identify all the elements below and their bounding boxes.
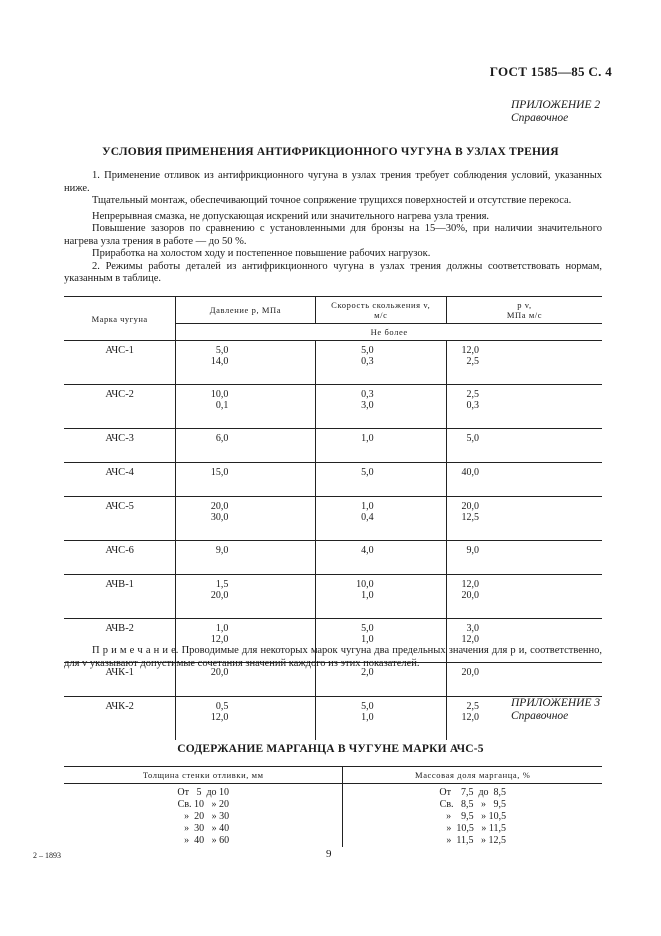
grade-cell: АЧС-6 [64,541,176,575]
thickness-cell [64,784,343,848]
cell-value: 5,0 [215,345,229,356]
table-cell [315,385,446,429]
table-cell [446,429,602,463]
table-cell [446,541,602,575]
table-cell [315,697,446,741]
table-cell [446,497,602,541]
table-cell [315,497,446,541]
cell-value: 12,0 [461,634,479,645]
cell-value: 1,0 [361,712,374,723]
appendix-3-heading [511,697,600,723]
cell-value: 0,1 [215,400,229,411]
table-cell [315,429,446,463]
paragraph: Повышение зазоров по сравнению с установленными для бронзы на 15—30%, при наличии значительного нагрева узла трения в работе — до 50 %. [64,223,602,247]
page-number: 9 [326,848,332,860]
table-cell [315,541,446,575]
cell-value: 0,3 [361,389,374,400]
cell-value: 1,0 [361,590,374,601]
cell-value: 3,0 [361,400,374,411]
manganese-cell [343,784,602,848]
note-label: П р и м е ч а н и е. [92,645,179,656]
table-cell [446,385,602,429]
table-row [64,341,602,385]
table-cell [446,341,602,385]
cell-value: 1,0 [361,634,374,645]
cell-value: 5,0 [361,623,374,634]
table-cell [315,341,446,385]
cell-value: 5,0 [361,467,374,478]
cell-value: 2,5 [466,389,479,400]
cell-value: 40,0 [461,467,479,478]
table-row [64,429,602,463]
cell-value: 0,3 [466,400,479,411]
manganese-range: Св. 8,5 » 9,5 [439,799,507,810]
cell-value: 20,0 [461,501,479,512]
table-cell [315,575,446,619]
table-cell [315,463,446,497]
appendix-type: Справочное [511,112,569,124]
cell-value: 9,0 [466,545,479,556]
column-header-speed [315,297,446,324]
grade-cell: АЧК-2 [64,697,176,741]
cell-value: 2,0 [361,667,374,678]
grade-cell: АЧВ-1 [64,575,176,619]
pv-header-unit: МПа м/с [506,310,543,320]
cell-value: 20,0 [461,667,479,678]
appendix-label: ПРИЛОЖЕНИЕ 3 [511,697,601,709]
paragraph: 2. Режимы работы деталей из антифрикционного чугуна в узлах трения должны соответствовать нормам, указанным в таблице. [64,260,602,284]
grade-cell: АЧС-3 [64,429,176,463]
cell-value: 1,0 [361,501,374,512]
cell-value: 0,4 [361,512,374,523]
column-header-grade: Марка чугуна [64,297,176,341]
paragraph: Непрерывная смазка, не допускающая искрений или значительного нагрева узла трения. [92,210,490,222]
cell-value: 6,0 [215,433,229,444]
paragraph: Приработка на холостом ходу и постепенное повышение рабочих нагрузок. [92,248,431,259]
cell-value: 2,5 [466,356,479,367]
grade-cell: АЧС-1 [64,341,176,385]
cell-value: 30,0 [210,512,229,523]
table-cell [176,429,315,463]
table-cell [176,541,315,575]
table-row [64,463,602,497]
cell-value: 4,0 [361,545,374,556]
thickness-range: От 5 до 10 [177,787,230,798]
table-row [64,385,602,429]
thickness-range: Св. 10 » 20 [177,799,230,810]
column-header-pressure: Давление р, МПа [176,297,315,324]
appendix-2-heading [511,99,600,125]
thickness-range: » 30 » 40 [184,823,230,834]
table-cell [176,463,315,497]
speed-header-line: Скорость скольжения v, [331,300,431,310]
cell-value: 3,0 [466,623,479,634]
cell-value: 12,0 [461,579,479,590]
cell-value: 20,0 [461,590,479,601]
paragraph: Тщательный монтаж, обеспечивающий точное сопряжение трущихся поверхностей и отсутствие перекоса. [92,195,572,206]
manganese-table [64,766,602,847]
cell-value: 0,5 [215,701,229,712]
note-text: Проводимые для некоторых марок чугуна два предельных значения для р и, соответственно, для v указывают допустимые сочетания значений каждого из этих показателей. [64,645,602,669]
cell-value: 0,3 [361,356,374,367]
appendix-type: Справочное [511,710,569,722]
table-cell [176,575,315,619]
table-cell [176,697,315,741]
cell-value: 5,0 [361,701,374,712]
thickness-range: » 20 » 30 [184,811,230,822]
appendix-label: ПРИЛОЖЕНИЕ 2 [511,99,601,111]
cell-value: 9,0 [215,545,229,556]
column-header-manganese: Массовая доля марганца, % [343,767,602,784]
table-cell [446,575,602,619]
body-text [64,170,602,286]
grade-cell: АЧК-1 [64,663,176,697]
cell-value: 5,0 [466,433,479,444]
manganese-range: » 10,5 » 11,5 [446,823,507,834]
section-title: УСЛОВИЯ ПРИМЕНЕНИЯ АНТИФРИКЦИОННОГО ЧУГУНА В УЗЛАХ ТРЕНИЯ [102,146,559,158]
manganese-range: » 9,5 » 10,5 [446,811,507,822]
cell-value: 14,0 [210,356,229,367]
cell-value: 12,0 [210,712,229,723]
subheader-max: Не более [176,324,602,341]
cell-value: 20,0 [210,501,229,512]
column-header-thickness: Толщина стенки отливки, мм [64,767,343,784]
page-header: ГОСТ 1585—85 С. 4 [489,64,612,79]
speed-header-unit: м/с [374,310,388,320]
table-note [64,645,602,670]
table-cell [176,341,315,385]
manganese-range: От 7,5 до 8,5 [439,787,507,798]
table-cell [176,497,315,541]
footer-code: 2 – 1893 [33,851,61,860]
cell-value: 1,0 [361,433,374,444]
cell-value: 2,5 [466,701,479,712]
cell-value: 12,0 [210,634,229,645]
friction-modes-table [64,296,602,740]
cell-value: 12,0 [461,712,479,723]
grade-cell: АЧВ-2 [64,619,176,663]
cell-value: 20,0 [210,667,229,678]
table-row [64,784,602,848]
table-row [64,497,602,541]
column-header-pv [446,297,602,324]
cell-value: 20,0 [210,590,229,601]
cell-value: 12,5 [461,512,479,523]
cell-value: 15,0 [210,467,229,478]
cell-value: 1,0 [215,623,229,634]
paragraph: 1. Применение отливок из антифрикционного чугуна в узлах трения требует соблюдения условий, указанных ниже. [64,170,602,194]
cell-value: 5,0 [361,345,374,356]
note-paragraph [64,645,602,670]
grade-cell: АЧС-5 [64,497,176,541]
grade-cell: АЧС-2 [64,385,176,429]
table-row [64,541,602,575]
pv-header-line: р v, [517,300,532,310]
section-title: СОДЕРЖАНИЕ МАРГАНЦА В ЧУГУНЕ МАРКИ АЧС-5 [177,743,484,755]
cell-value: 12,0 [461,345,479,356]
table-row [64,575,602,619]
thickness-range: » 40 » 60 [184,835,230,846]
cell-value: 10,0 [210,389,229,400]
table-cell [446,463,602,497]
cell-value: 10,0 [356,579,374,590]
table-cell [176,385,315,429]
cell-value: 1,5 [215,579,229,590]
grade-cell: АЧС-4 [64,463,176,497]
manganese-range: » 11,5 » 12,5 [446,835,507,846]
